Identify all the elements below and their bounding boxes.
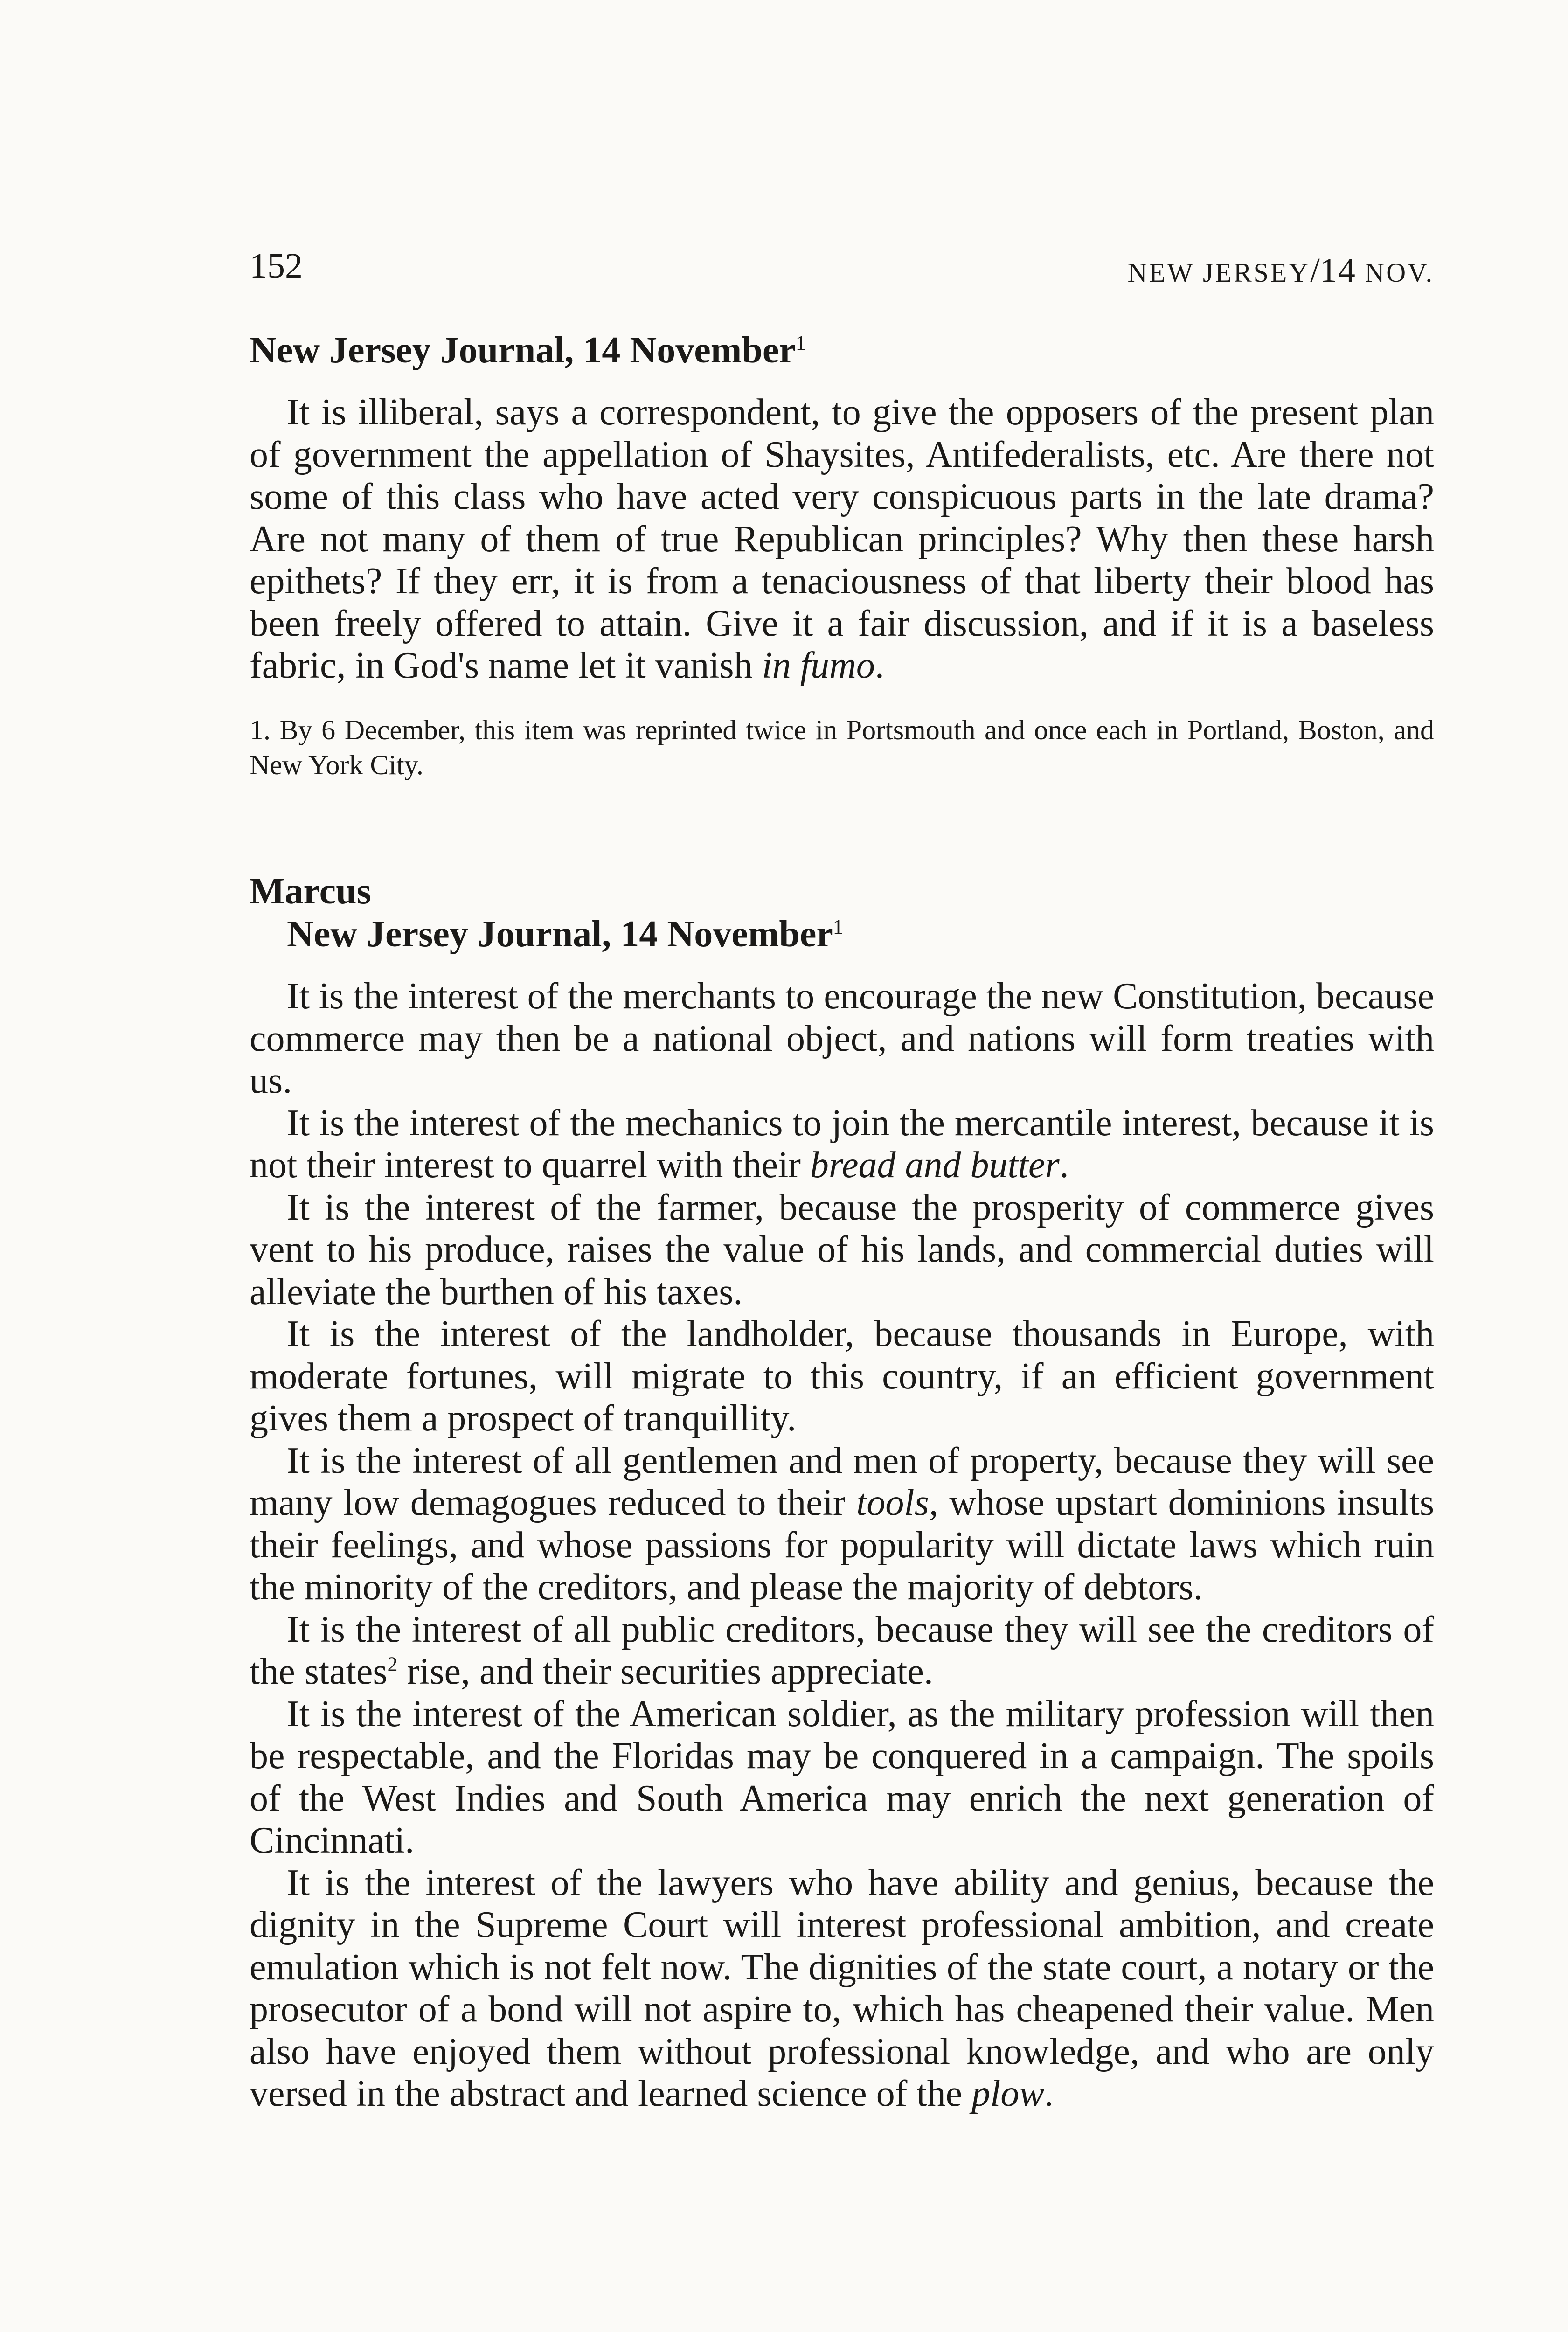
paragraph-text: It is the interest of all public creditors, because they will see the creditors of the states bbox=[250, 1609, 1434, 1692]
paragraph-landholder: It is the interest of the landholder, because thousands in Europe, with moderate fortunes, will migrate to this country, if an efficient government gives them a prospect of tranquillity. bbox=[250, 1313, 1434, 1439]
footnote: 1. By 6 December, this item was reprinted twice in Portsmouth and once each in Portland, Boston, and New York City. bbox=[250, 714, 1434, 780]
paragraph-mechanics bbox=[250, 1102, 1434, 1187]
running-title-state: NEW JERSEY bbox=[1127, 257, 1311, 288]
author-heading: Marcus bbox=[250, 871, 371, 912]
page-number: 152 bbox=[250, 246, 303, 285]
paragraph-text-end: . bbox=[874, 645, 884, 686]
running-title-month: NOV. bbox=[1365, 257, 1434, 288]
paragraph-italic-text: plow bbox=[971, 2073, 1044, 2114]
paragraph-text-end: rise, and their securities appreciate. bbox=[397, 1651, 933, 1692]
paragraph-merchants: It is the interest of the merchants to encourage the new Constitution, because commerce may then be a national object, and nations will form treaties with us. bbox=[250, 976, 1434, 1101]
paragraph-text-end: . bbox=[1059, 1145, 1069, 1186]
paragraph-text-end: . bbox=[1044, 2073, 1054, 2114]
section-subheading bbox=[250, 913, 1434, 956]
paragraph-text: It is the interest of all gentlemen and men of property, because they will see many low demagogues reduced to their bbox=[250, 1440, 1434, 1523]
paragraph-text: It is the interest of the lawyers who have ability and genius, because the dignity in the Supreme Court will interest professional ambition, and create emulation which is not felt now. The dignities of the state court, a notary or the prosecutor of a bond will not aspire to, which has cheapened their value. Men also have enjoyed them without professional knowledge, and who are only versed in the abstract and learned science of the bbox=[250, 1862, 1434, 2114]
footnote-marker: 2 bbox=[387, 1652, 398, 1676]
section-heading-text: New Jersey Journal, 14 November bbox=[250, 330, 796, 371]
running-title-day: 14 bbox=[1319, 251, 1356, 290]
section-new-jersey-journal bbox=[250, 329, 1434, 783]
footnote-marker: 1 bbox=[833, 915, 843, 938]
footnote-marker: 1 bbox=[795, 331, 806, 354]
running-title bbox=[1127, 247, 1434, 296]
paragraph-italic-text: bread and butter bbox=[810, 1145, 1060, 1186]
section-subheading-text: New Jersey Journal, 14 November bbox=[287, 914, 833, 955]
section-marcus bbox=[250, 870, 1434, 2115]
paragraph-gentlemen bbox=[250, 1440, 1434, 1609]
running-head bbox=[250, 243, 1434, 294]
paragraph-text-end: whose upstart dominions insults their feelings, and whose passions for popularity will dictate laws which ruin the minority of the creditors, and please the majority of debtors. bbox=[250, 1482, 1435, 1608]
paragraph-farmer: It is the interest of the farmer, because the prosperity of commerce gives vent to his produce, raises the value of his lands, and commercial duties will alleviate the burthen of his taxes. bbox=[250, 1187, 1434, 1312]
paragraph-italic-text: tools, bbox=[856, 1482, 938, 1523]
paragraph-lawyers bbox=[250, 1862, 1434, 2115]
paragraph-italic-text: in fumo bbox=[762, 645, 875, 686]
paragraph-public-creditors bbox=[250, 1609, 1434, 1693]
section-heading bbox=[250, 329, 1434, 372]
paragraph-text: It is illiberal, says a correspondent, to give the opposers of the present plan of government the appellation of Shaysites, Antifederalists, etc. Are there not some of this class who have acted very conspicuous parts in the late drama? Are not many of them of true Republican principles? Why then these harsh epithets? If they err, it is from a tenaciousness of that liberty their blood has been freely offered to attain. Give it a fair discussion, and if it is a baseless fabric, in God's name let it vanish bbox=[250, 392, 1434, 686]
paragraph-text: It is the interest of the mechanics to join the mercantile interest, because it is not their interest to quarrel with their bbox=[250, 1102, 1434, 1186]
running-title-separator: / bbox=[1310, 251, 1320, 290]
paragraph-soldier: It is the interest of the American soldier, as the military profession will then be respectable, and the Floridas may be conquered in a campaign. The spoils of the West Indies and South America may enrich the next generation of Cincinnati. bbox=[250, 1693, 1434, 1861]
article-paragraph bbox=[250, 391, 1434, 687]
